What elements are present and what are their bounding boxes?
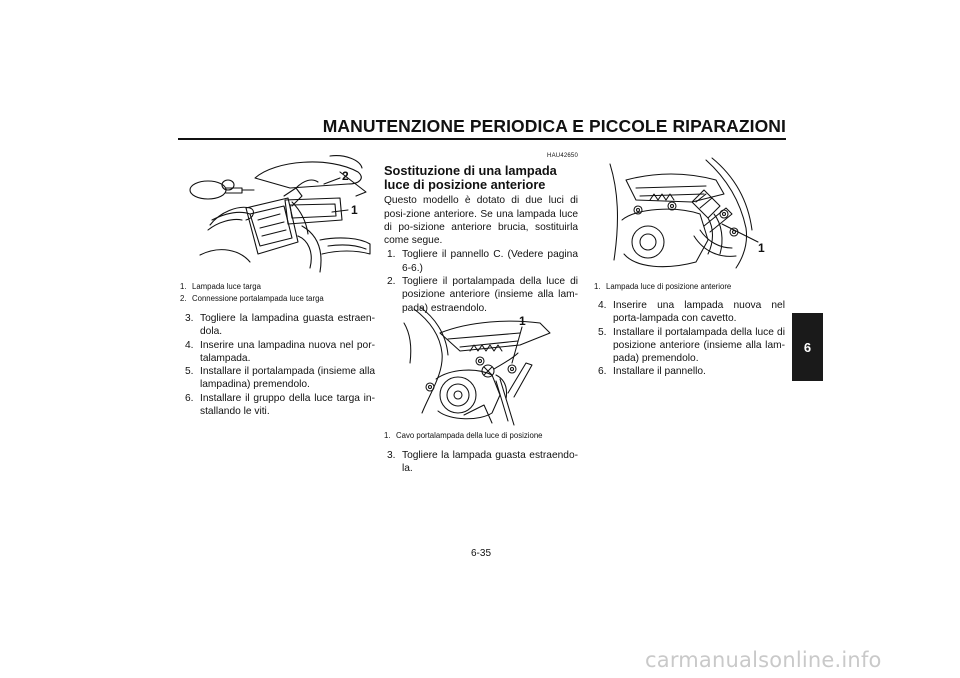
step-number: 6. [598, 366, 607, 378]
left-column-steps [182, 312, 375, 418]
caption-text: Cavo portalampada della luce di posizione [396, 431, 543, 440]
section-title: Sostituzione di una lampada luce di posizione anteriore [384, 163, 557, 193]
figure-position-lamp [596, 150, 788, 278]
middle-column-text [384, 150, 578, 315]
step-text: Togliere la lampada guasta estraendo-la. [402, 450, 578, 475]
caption-number: 2. [180, 293, 187, 303]
license-plate-lamp-illustration [180, 150, 375, 280]
figure-caption [180, 293, 380, 305]
figure-callout: 2 [342, 169, 349, 183]
step-item [182, 392, 375, 419]
figure-callout: 1 [758, 241, 765, 255]
left-column-captions [180, 281, 380, 304]
caption-text: Lampada luce di posizione anteriore [606, 282, 732, 291]
step-text: Installare il gruppo della luce targa in-stallando le viti. [200, 392, 375, 418]
figure-callout: 1 [351, 203, 358, 217]
chapter-tab[interactable] [792, 313, 823, 381]
step-item [595, 299, 785, 326]
step-number: 4. [598, 300, 607, 311]
step-item [182, 312, 375, 339]
figure-callout: 1 [519, 314, 526, 328]
figure-caption [180, 281, 380, 293]
step-number: 5. [185, 366, 194, 378]
step-text: Installare il pannello. [613, 366, 706, 378]
step-text: Togliere la lampadina guasta estraen-dola. [200, 313, 375, 338]
step-number: 1. [387, 249, 396, 261]
right-column-captions [594, 281, 794, 293]
page-number: 6-35 [470, 548, 491, 559]
step-number: 2. [387, 276, 396, 288]
intro-paragraph: Questo modello è dotato di due luci di posi-zione anteriore. Se una lampada luce di po-sizione anteriore brucia, sostituirla come segue. [384, 195, 578, 247]
step-item [384, 248, 578, 275]
figure-caption [384, 430, 584, 442]
step-text: Togliere il portalampada della luce di posizione anteriore (insieme alla lam-pada) estraendolo. [402, 276, 578, 314]
figure-license-plate-lamp [180, 150, 375, 280]
caption-number: 1. [180, 282, 187, 291]
step-item [595, 365, 785, 378]
caption-number: 1. [384, 431, 391, 440]
caption-number: 1. [594, 282, 601, 291]
step-item [384, 449, 578, 476]
step-text: Installare il portalampada della luce di posizione anteriore (insieme alla lam-pada) premendolo. [613, 326, 785, 365]
header-rule [178, 138, 786, 140]
middle-column-captions [384, 430, 584, 442]
figure-caption [594, 281, 794, 293]
step-item [595, 326, 785, 366]
step-text: Togliere il pannello C. (Vedere pagina 6-6.) [402, 249, 578, 274]
step-number: 3. [185, 313, 194, 324]
caption-text: Lampada luce targa [192, 282, 261, 291]
step-item [182, 365, 375, 392]
step-item [182, 339, 375, 366]
watermark: carmanualsonline.info [645, 648, 882, 672]
caption-text: Connessione portalampada luce targa [192, 293, 324, 303]
step-number: 5. [598, 326, 607, 338]
step-text: Installare il portalampada (insieme alla lampadina) premendolo. [200, 366, 375, 391]
page-header-title: MANUTENZIONE PERIODICA E PICCOLE RIPARAZIONI [322, 116, 786, 136]
right-column-steps [595, 299, 785, 379]
middle-column-steps-after [384, 449, 578, 476]
figure-position-lamp-cable [400, 303, 560, 428]
step-text: Inserire una lampada nuova nel porta-lampada con cavetto. [613, 300, 785, 325]
step-text: Inserire una lampadina nuova nel por-talampada. [200, 339, 375, 364]
step-number: 6. [185, 392, 194, 404]
reference-code: HAU42650 [547, 153, 578, 159]
step-number: 4. [185, 339, 194, 351]
position-lamp-illustration [596, 150, 788, 278]
position-lamp-cable-illustration [400, 303, 560, 428]
chapter-tab-number: 6 [803, 339, 812, 355]
step-number: 3. [387, 450, 396, 461]
